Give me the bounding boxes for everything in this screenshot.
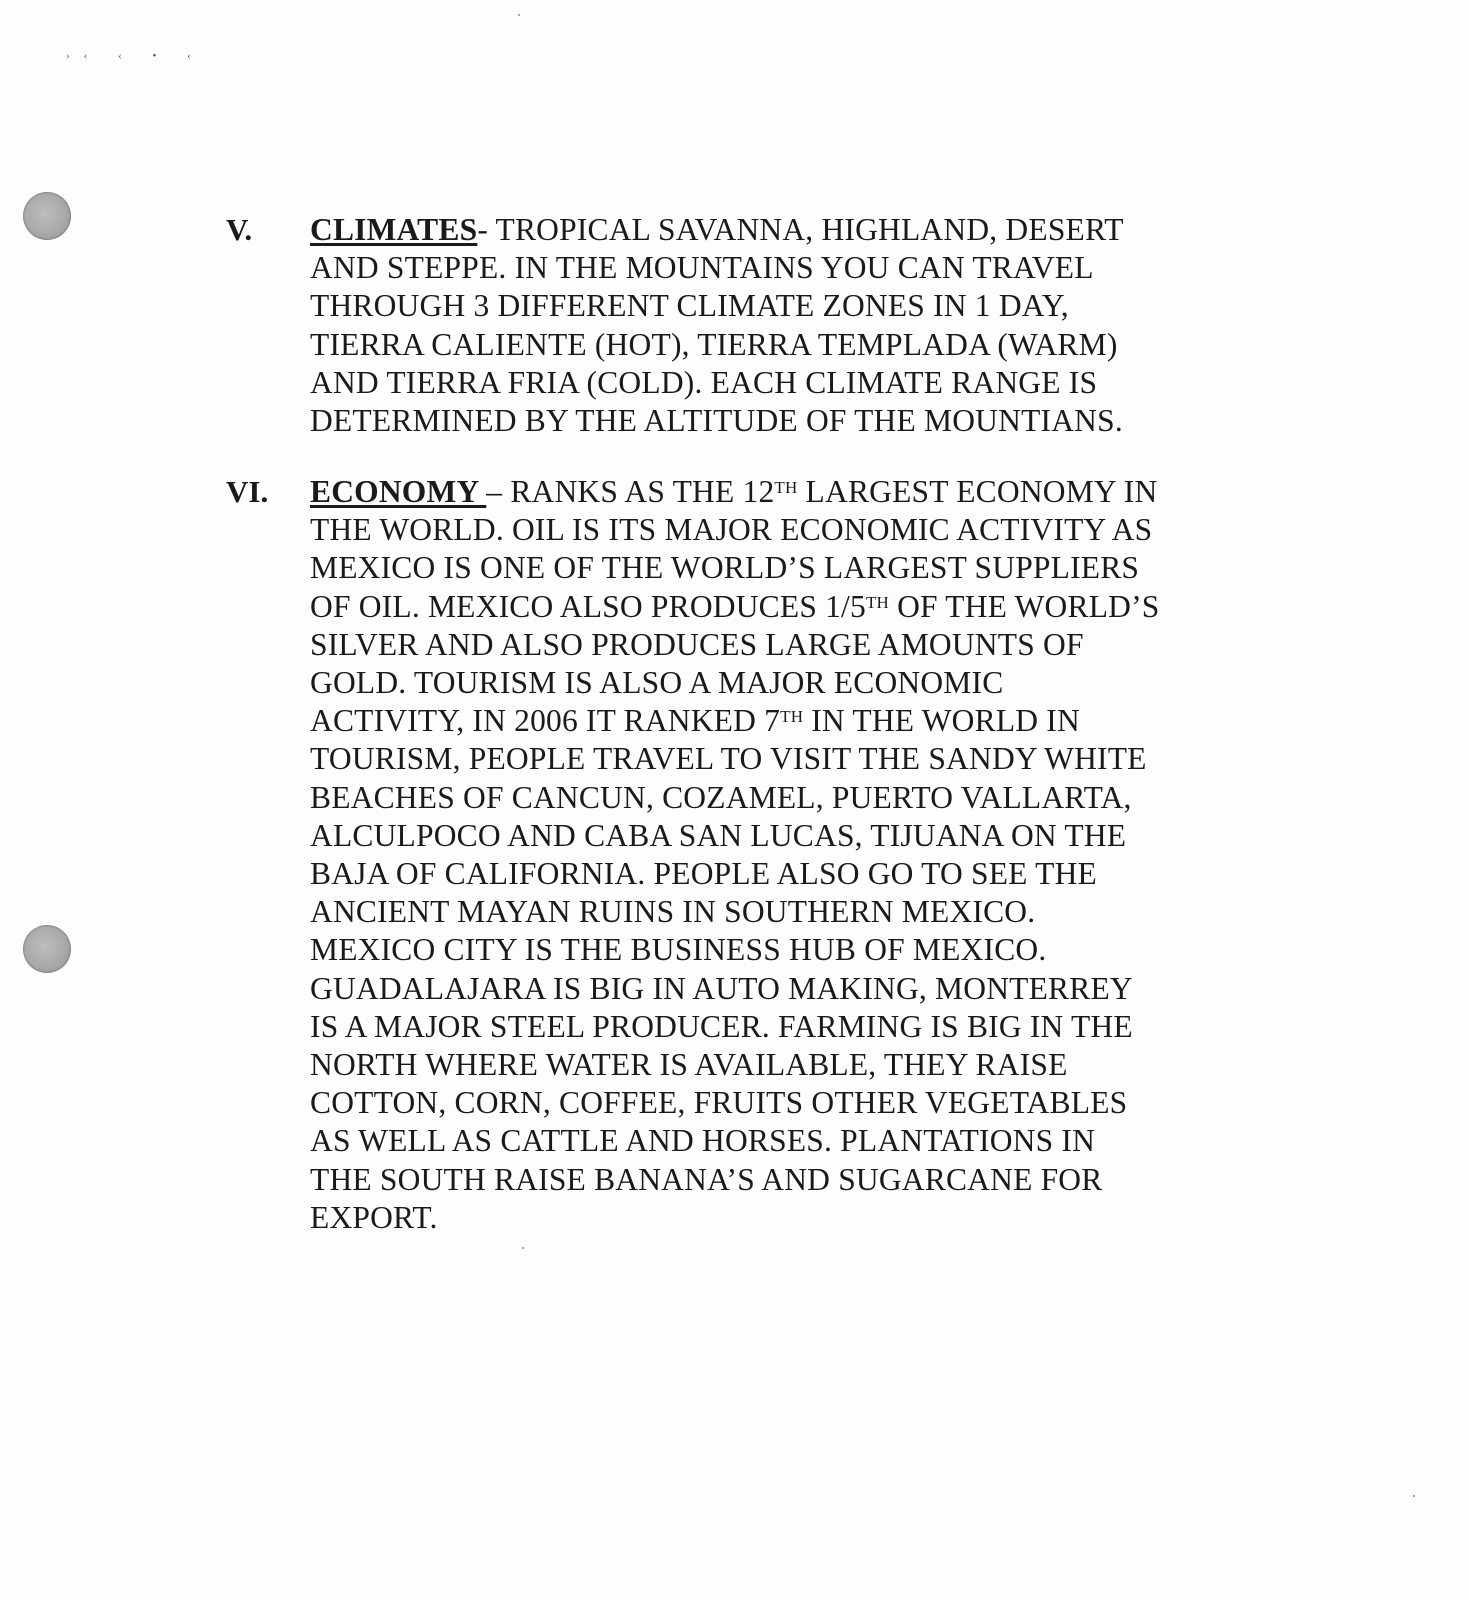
scan-speck — [1413, 1495, 1415, 1497]
text-line: AS WELL AS CATTLE AND HORSES. PLANTATIONS IN — [310, 1123, 1096, 1159]
text-line: AND STEPPE. IN THE MOUNTAINS YOU CAN TRAVEL — [310, 250, 1094, 286]
text-fragment: OF OIL. MEXICO ALSO PRODUCES 1/5 — [310, 588, 866, 624]
text-fragment: IN THE WORLD IN — [803, 703, 1080, 739]
text-line: GUADALAJARA IS BIG IN AUTO MAKING, MONTERREY — [310, 970, 1133, 1006]
section-body — [310, 473, 1230, 1237]
text-line: TOURISM, PEOPLE TRAVEL TO VISIT THE SANDY WHITE — [310, 741, 1147, 777]
text-line: COTTON, CORN, COFFEE, FRUITS OTHER VEGETABLES — [310, 1085, 1128, 1121]
text-fragment: OF THE WORLD’S — [889, 588, 1160, 624]
scan-marks: ›‹ ‹ • ‹ — [66, 50, 205, 62]
text-line: SILVER AND ALSO PRODUCES LARGE AMOUNTS OF — [310, 626, 1084, 662]
text-line: TIERRA CALIENTE (HOT), TIERRA TEMPLADA (WARM) — [310, 326, 1118, 362]
superscript: TH — [780, 707, 804, 727]
scan-speck — [518, 14, 520, 16]
text-fragment: ACTIVITY, IN 2006 IT RANKED 7 — [310, 703, 781, 739]
text-line: ALCULPOCO AND CABA SAN LUCAS, TIJUANA ON THE — [310, 817, 1127, 853]
section-heading: ECONOMY — [310, 474, 487, 509]
text-line: BEACHES OF CANCUN, COZAMEL, PUERTO VALLARTA, — [310, 779, 1132, 815]
text-line — [310, 588, 1230, 626]
punch-hole-bottom — [23, 925, 71, 973]
text-line: ANCIENT MAYAN RUINS IN SOUTHERN MEXICO. — [310, 894, 1036, 930]
section-body — [310, 211, 1230, 440]
text-line: GOLD. TOURISM IS ALSO A MAJOR ECONOMIC — [310, 665, 1004, 701]
text-line: AND TIERRA FRIA (COLD). EACH CLIMATE RANGE IS — [310, 364, 1098, 400]
section-numeral: VI. — [226, 474, 269, 509]
scan-speck — [522, 1247, 524, 1249]
text-line — [310, 473, 1230, 511]
text-line: THE SOUTH RAISE BANANA’S AND SUGARCANE FOR — [310, 1161, 1103, 1197]
text-line: THE WORLD. OIL IS ITS MAJOR ECONOMIC ACTIVITY AS — [310, 512, 1153, 548]
superscript: TH — [774, 478, 798, 497]
text-line: IS A MAJOR STEEL PRODUCER. FARMING IS BIG IN THE — [310, 1008, 1133, 1044]
text-fragment: – RANKS AS THE 12 — [486, 474, 775, 509]
text-fragment: LARGEST ECONOMY IN — [797, 474, 1158, 509]
superscript: TH — [865, 592, 890, 612]
text-line: MEXICO CITY IS THE BUSINESS HUB OF MEXICO. — [310, 932, 1047, 968]
text-line: BAJA OF CALIFORNIA. PEOPLE ALSO GO TO SEE THE — [310, 856, 1097, 892]
text-line — [310, 702, 1230, 740]
text-line-content: - TROPICAL SAVANNA, HIGHLAND, DESERT — [477, 212, 1124, 247]
section-heading: CLIMATES — [310, 212, 478, 247]
text-line: DETERMINED BY THE ALTITUDE OF THE MOUNTIANS. — [310, 403, 1123, 439]
text-line: EXPORT. — [310, 1199, 438, 1235]
text-line: MEXICO IS ONE OF THE WORLD’S LARGEST SUPPLIERS — [310, 550, 1140, 586]
text-line: THROUGH 3 DIFFERENT CLIMATE ZONES IN 1 DAY, — [310, 288, 1069, 324]
text-line: NORTH WHERE WATER IS AVAILABLE, THEY RAISE — [310, 1047, 1068, 1083]
section-numeral: V. — [226, 212, 253, 247]
text-line — [310, 211, 1230, 249]
punch-hole-top — [23, 192, 71, 240]
